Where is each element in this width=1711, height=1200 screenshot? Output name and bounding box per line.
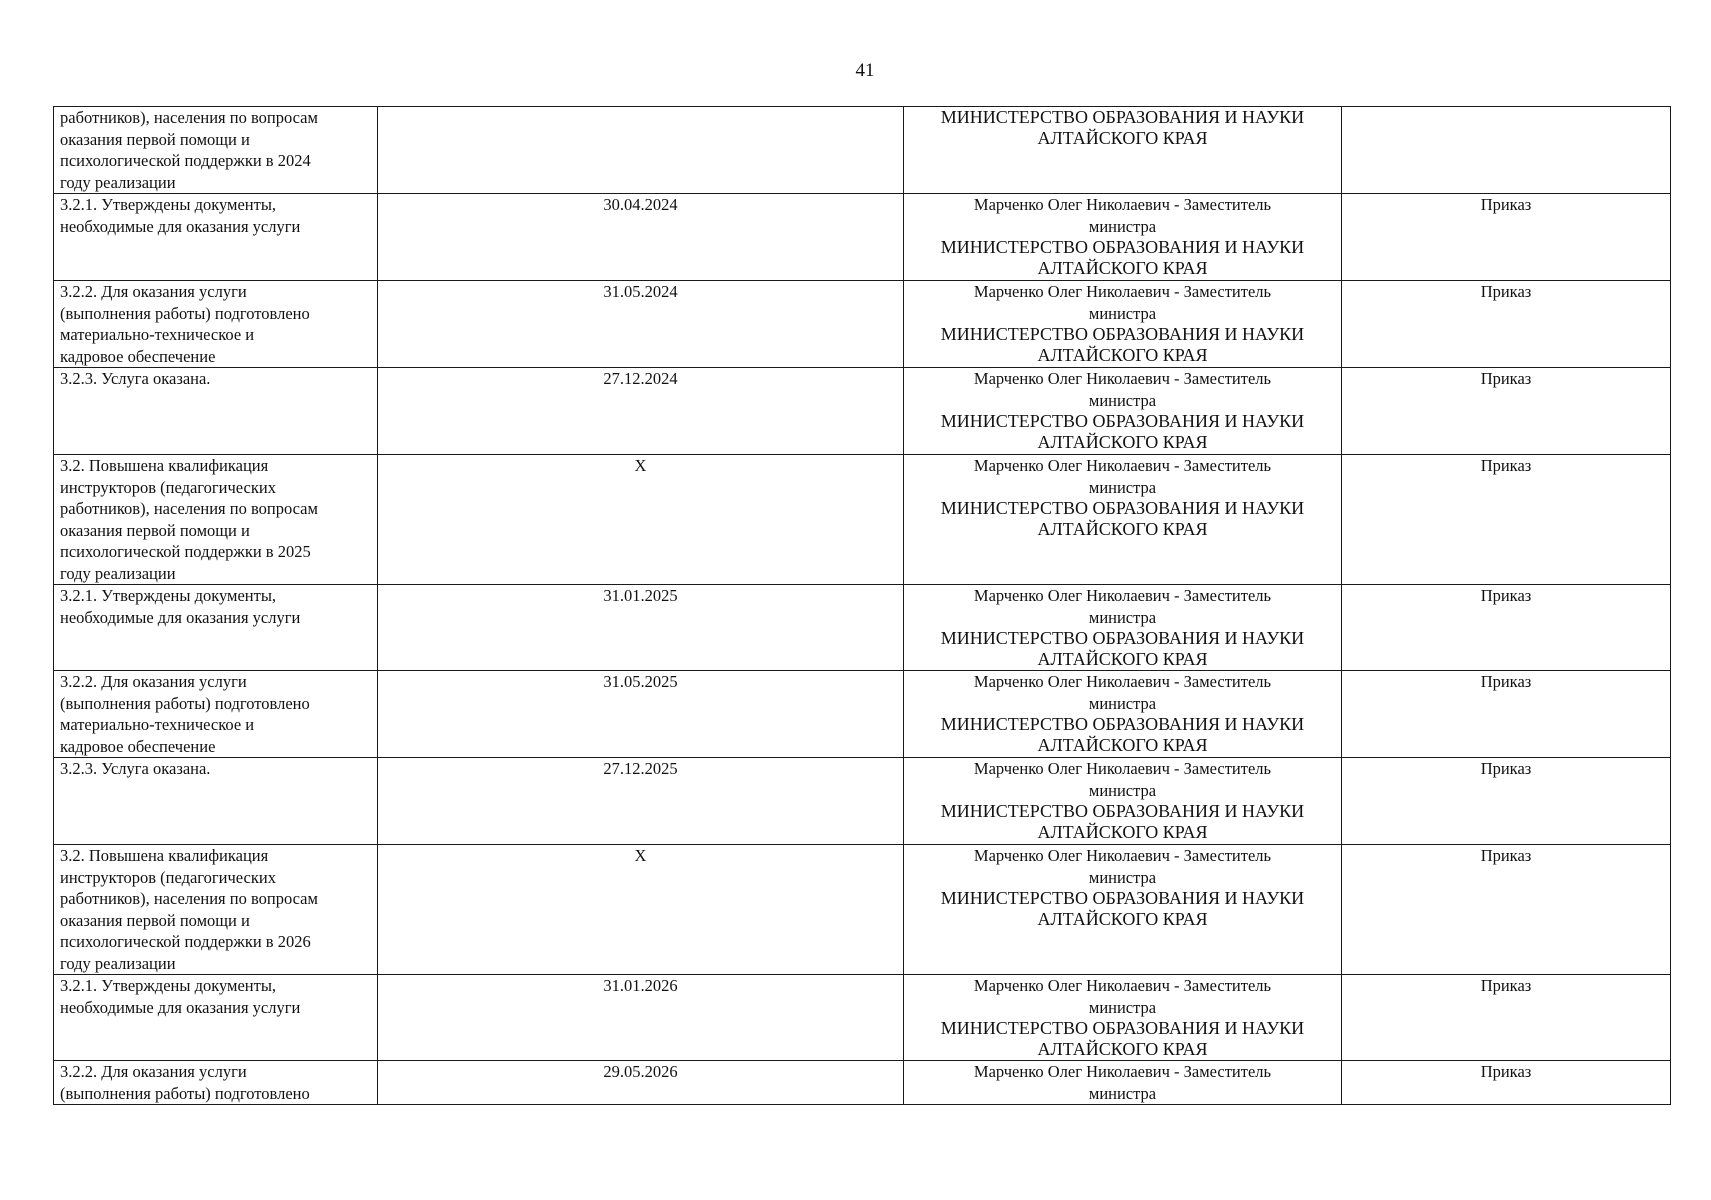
deadline-cell [378, 671, 904, 758]
document-type: Приказ [1480, 759, 1532, 778]
table-row [54, 368, 1671, 455]
document-type-cell [1342, 1061, 1671, 1105]
deadline-date: 27.12.2025 [603, 759, 678, 778]
table-row [54, 1061, 1671, 1105]
responsible-organization-line: МИНИСТЕРСТВО ОБРАЗОВАНИЯ И НАУКИ [940, 107, 1305, 127]
result-description-cell [54, 194, 378, 281]
table-row [54, 194, 1671, 281]
table-row [54, 975, 1671, 1061]
responsible-organization-line: АЛТАЙСКОГО КРАЯ [1037, 128, 1208, 148]
description-line: работников), населения по вопросам [60, 108, 318, 127]
document-type-cell [1342, 585, 1671, 671]
deadline-cell [378, 455, 904, 585]
responsible-organization-line: МИНИСТЕРСТВО ОБРАЗОВАНИЯ И НАУКИ [940, 411, 1305, 431]
description-line: 3.2.1. Утверждены документы, [60, 976, 277, 995]
responsible-person-line: Марченко Олег Николаевич - Заместитель [973, 282, 1272, 301]
deadline-cell [378, 845, 904, 975]
document-type: Приказ [1480, 195, 1532, 214]
document-type-cell [1342, 671, 1671, 758]
responsible-person-line: министра [1088, 390, 1157, 410]
deadline-date: 27.12.2024 [603, 369, 678, 388]
responsible-person-line: Марченко Олег Николаевич - Заместитель [973, 759, 1272, 778]
document-type: Приказ [1480, 369, 1532, 388]
responsible-person-line: Марченко Олег Николаевич - Заместитель [973, 976, 1272, 995]
result-description-cell [54, 671, 378, 758]
deadline-cell [378, 368, 904, 455]
responsible-organization-line: АЛТАЙСКОГО КРАЯ [1037, 432, 1208, 452]
deadline-date: 29.05.2026 [603, 1062, 678, 1081]
document-type-cell [1342, 107, 1671, 194]
deadline-date: 31.01.2026 [603, 976, 678, 995]
result-description-cell [54, 107, 378, 194]
responsible-cell [904, 585, 1342, 671]
document-type: Приказ [1480, 846, 1532, 865]
responsible-person-line: министра [1088, 1083, 1157, 1103]
responsible-person-line: министра [1088, 216, 1157, 236]
description-line: 3.2.1. Утверждены документы, [60, 586, 277, 605]
document-type: Приказ [1480, 1062, 1532, 1081]
result-description-cell [54, 758, 378, 845]
responsible-organization-line: МИНИСТЕРСТВО ОБРАЗОВАНИЯ И НАУКИ [940, 801, 1305, 821]
responsible-person-line: министра [1088, 477, 1157, 497]
table-row [54, 845, 1671, 975]
description-line: необходимые для оказания услуги [60, 997, 301, 1017]
description-line: материально-техническое и [60, 715, 255, 734]
document-type-cell [1342, 455, 1671, 585]
description-line: инструкторов (педагогических [60, 867, 276, 887]
responsible-person-line: министра [1088, 997, 1157, 1017]
responsible-cell [904, 455, 1342, 585]
result-description-cell [54, 585, 378, 671]
description-line: психологической поддержки в 2024 [60, 151, 311, 170]
responsible-organization-line: АЛТАЙСКОГО КРАЯ [1037, 258, 1208, 278]
responsible-organization-line: АЛТАЙСКОГО КРАЯ [1037, 909, 1208, 929]
responsible-cell [904, 368, 1342, 455]
plan-table-body [54, 107, 1671, 1105]
description-line: оказания первой помощи и [60, 910, 250, 930]
document-type: Приказ [1480, 672, 1532, 691]
responsible-organization-line: МИНИСТЕРСТВО ОБРАЗОВАНИЯ И НАУКИ [940, 714, 1305, 734]
document-type-cell [1342, 368, 1671, 455]
document-type: Приказ [1480, 282, 1532, 301]
description-line: году реализации [60, 172, 176, 192]
description-line: (выполнения работы) подготовлено [60, 1083, 310, 1103]
description-line: необходимые для оказания услуги [60, 216, 301, 236]
deadline-date: 30.04.2024 [603, 195, 678, 214]
result-description-cell [54, 455, 378, 585]
description-line: 3.2.1. Утверждены документы, [60, 195, 277, 214]
document-type-cell [1342, 845, 1671, 975]
description-line: кадровое обеспечение [60, 346, 216, 366]
table-row [54, 281, 1671, 368]
table-row [54, 107, 1671, 194]
responsible-organization-line: АЛТАЙСКОГО КРАЯ [1037, 735, 1208, 755]
description-line: инструкторов (педагогических [60, 477, 276, 497]
deadline-date: 31.05.2025 [603, 672, 678, 691]
responsible-organization-line: МИНИСТЕРСТВО ОБРАЗОВАНИЯ И НАУКИ [940, 237, 1305, 257]
result-description-cell [54, 1061, 378, 1105]
deadline-cell [378, 758, 904, 845]
table-row [54, 585, 1671, 671]
description-line: (выполнения работы) подготовлено [60, 693, 310, 713]
responsible-person-line: Марченко Олег Николаевич - Заместитель [973, 1062, 1272, 1081]
deadline-date: 31.05.2024 [603, 282, 678, 301]
responsible-person-line: министра [1088, 780, 1157, 800]
responsible-person-line: Марченко Олег Николаевич - Заместитель [973, 456, 1272, 475]
description-line: психологической поддержки в 2026 [60, 932, 311, 951]
result-description-cell [54, 845, 378, 975]
result-description-cell [54, 368, 378, 455]
description-line: (выполнения работы) подготовлено [60, 303, 310, 323]
deadline-cell [378, 585, 904, 671]
responsible-person-line: министра [1088, 303, 1157, 323]
description-line: 3.2. Повышена квалификация [60, 846, 269, 865]
responsible-organization-line: МИНИСТЕРСТВО ОБРАЗОВАНИЯ И НАУКИ [940, 628, 1305, 648]
responsible-cell [904, 194, 1342, 281]
description-line: 3.2.2. Для оказания услуги [60, 282, 247, 301]
responsible-person-line: Марченко Олег Николаевич - Заместитель [973, 672, 1272, 691]
result-description-cell [54, 281, 378, 368]
responsible-cell [904, 107, 1342, 194]
responsible-person-line: Марченко Олег Николаевич - Заместитель [973, 846, 1272, 865]
description-line: материально-техническое и [60, 325, 255, 344]
document-type: Приказ [1480, 456, 1532, 475]
description-line: оказания первой помощи и [60, 129, 250, 149]
document-type: Приказ [1480, 586, 1532, 605]
deadline-date: X [634, 846, 647, 865]
deadline-cell [378, 281, 904, 368]
deadline-date: X [634, 456, 647, 475]
deadline-cell [378, 1061, 904, 1105]
responsible-cell [904, 1061, 1342, 1105]
deadline-cell [378, 107, 904, 194]
responsible-organization-line: АЛТАЙСКОГО КРАЯ [1037, 519, 1208, 539]
responsible-organization-line: МИНИСТЕРСТВО ОБРАЗОВАНИЯ И НАУКИ [940, 888, 1305, 908]
description-line: 3.2.3. Услуга оказана. [60, 369, 211, 388]
description-line: работников), населения по вопросам [60, 499, 318, 518]
document-type-cell [1342, 281, 1671, 368]
responsible-cell [904, 845, 1342, 975]
description-line: 3.2.2. Для оказания услуги [60, 1062, 247, 1081]
document-type-cell [1342, 758, 1671, 845]
deadline-date: 31.01.2025 [603, 586, 678, 605]
description-line: 3.2. Повышена квалификация [60, 456, 269, 475]
deadline-cell [378, 194, 904, 281]
responsible-organization-line: МИНИСТЕРСТВО ОБРАЗОВАНИЯ И НАУКИ [940, 324, 1305, 344]
document-type: Приказ [1480, 976, 1532, 995]
description-line: работников), населения по вопросам [60, 889, 318, 908]
description-line: 3.2.2. Для оказания услуги [60, 672, 247, 691]
responsible-cell [904, 671, 1342, 758]
document-type-cell [1342, 975, 1671, 1061]
table-row [54, 758, 1671, 845]
document-type-cell [1342, 194, 1671, 281]
table-row [54, 671, 1671, 758]
responsible-organization-line: АЛТАЙСКОГО КРАЯ [1037, 1039, 1208, 1059]
description-line: оказания первой помощи и [60, 520, 250, 540]
responsible-organization-line: АЛТАЙСКОГО КРАЯ [1037, 649, 1208, 669]
responsible-cell [904, 281, 1342, 368]
responsible-person-line: Марченко Олег Николаевич - Заместитель [973, 586, 1272, 605]
plan-table [53, 106, 1671, 1105]
description-line: 3.2.3. Услуга оказана. [60, 759, 211, 778]
responsible-cell [904, 975, 1342, 1061]
responsible-organization-line: АЛТАЙСКОГО КРАЯ [1037, 822, 1208, 842]
responsible-organization-line: МИНИСТЕРСТВО ОБРАЗОВАНИЯ И НАУКИ [940, 1018, 1305, 1038]
responsible-person-line: Марченко Олег Николаевич - Заместитель [973, 369, 1272, 388]
responsible-organization-line: АЛТАЙСКОГО КРАЯ [1037, 345, 1208, 365]
page-number: 41 [855, 60, 875, 81]
description-line: психологической поддержки в 2025 [60, 542, 311, 561]
description-line: необходимые для оказания услуги [60, 607, 301, 627]
responsible-cell [904, 758, 1342, 845]
responsible-person-line: министра [1088, 607, 1157, 627]
description-line: году реализации [60, 953, 176, 973]
responsible-person-line: министра [1088, 867, 1157, 887]
deadline-cell [378, 975, 904, 1061]
description-line: кадровое обеспечение [60, 736, 216, 756]
responsible-organization-line: МИНИСТЕРСТВО ОБРАЗОВАНИЯ И НАУКИ [940, 498, 1305, 518]
responsible-person-line: министра [1088, 693, 1157, 713]
table-row [54, 455, 1671, 585]
result-description-cell [54, 975, 378, 1061]
description-line: году реализации [60, 563, 176, 583]
responsible-person-line: Марченко Олег Николаевич - Заместитель [973, 195, 1272, 214]
